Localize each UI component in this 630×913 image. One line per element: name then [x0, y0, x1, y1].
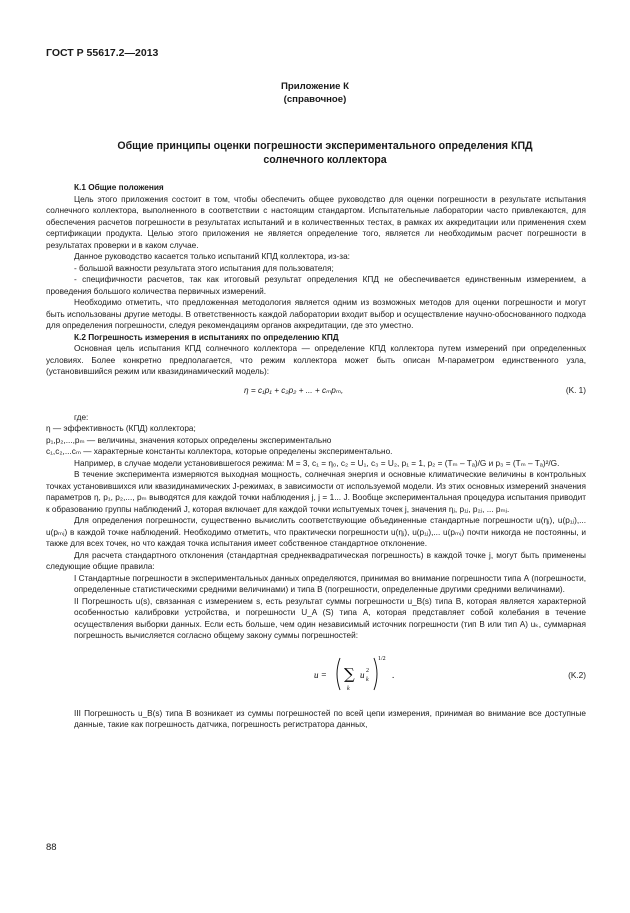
- equation-number: (K.2): [568, 670, 586, 680]
- where-label: где:: [74, 412, 89, 422]
- annex-label: Приложение К: [281, 81, 349, 92]
- bullet-item: - большой важности результата этого испытания для пользователя;: [74, 263, 334, 273]
- title-line-1: Общие принципы оценки погрешности экспериментального определения КПД: [117, 140, 533, 152]
- paragraph: Основная цель испытания КПД солнечного коллектора — определение КПД коллектора путем измерений при определенных условиях. Более конкретно предполагается, что режим коллектора может быть описан M-параметром единственного узла, (установившийся режим или квазидинамический модель):: [46, 344, 586, 376]
- equation-number: (K. 1): [565, 385, 586, 395]
- svg-text:.: .: [392, 669, 395, 680]
- section-heading-k1: К.1 Общие положения: [74, 183, 164, 192]
- sum-sign: ∑: [344, 664, 355, 683]
- equation-k1: [46, 380, 586, 402]
- formula-lhs: u =: [314, 669, 327, 680]
- annex-type: (справочное): [283, 94, 347, 105]
- power-exponent: 1/2: [378, 655, 386, 662]
- annex-title: [60, 139, 590, 167]
- term-subscript: k: [366, 676, 369, 683]
- document-body: [46, 182, 586, 731]
- sum-formula: [314, 650, 434, 700]
- sum-term: u: [360, 669, 365, 680]
- paragraph: Для определения погрешности, существенно вычислить соответствующие объединенные стандартные погрешности u(ηⱼ), u(p₁ⱼ),... u(pₘⱼ) в каждой точке наблюдений. Необходимо отметить, что практически погрешности u(ηⱼ), u(p₁ⱼ),... u(pₘⱼ) почти никогда не постоянны, и также для всех точек, но что каждая точка испытания имеет собственное стандартное отклонение.: [46, 516, 586, 548]
- annex-heading: [0, 80, 630, 106]
- standard-header: ГОСТ Р 55617.2—2013: [46, 47, 159, 59]
- paragraph: Необходимо отметить, что предложенная методология является одним из возможных методов для оценки погрешности и могут быть использованы другие методы. В ответственность каждой лаборатории входит выбор и осуществление научно-обоснованного подхода для определения погрешности, следуя рекомендациям органов аккредитации, где это уместно.: [46, 298, 586, 330]
- bullet-item: - специфичности расчетов, так как итоговый результат определения КПД не обеспечивается единственным измерением, а проведения большого количества первичных измерений.: [46, 275, 586, 296]
- equation-formula: η = c₁p₁ + c₂p₂ + ... + cₘpₘ,: [244, 385, 344, 395]
- paragraph: В течение эксперимента измеряются выходная мощность, солнечная энергия и основные климатические величины в контрольных точках установившихся или квазидинамических J-режимах, в зависимости от используемой модели. Из этих основных измерений значения параметров η, p₁, p₂,..., pₘ выводятся для каждой точки наблюдения j, j = 1... J. Вообще экспериментальная процедура испытания приводит к образованию группы наблюдений J, которая включает для каждой точки испытуемых точек j, значения ηⱼ, p₁ⱼ, p₂ⱼ, ... pₘⱼ.: [46, 470, 586, 514]
- term-superscript: 2: [366, 667, 369, 674]
- equation-k2: [46, 650, 586, 700]
- paragraph: Для расчета стандартного отклонения (стандартная среднеквадратическая погрешность) в каждой точке j, могут быть применены следующие общие правила:: [46, 550, 586, 571]
- title-line-2: солнечного коллектора: [263, 154, 387, 166]
- rule-item: II Погрешность u(s), связанная с измерением s, есть результат суммы погрешности u_B(s) типа В, которая является характерной особенностью калибровки устройства, и погрешности U_A (S) типа А, которая представляет собой колебания в течение осуществления выборки данных. Если есть больше, чем один независимый источник погрешности (тип В или тип А) uₖ, суммарная погрешность вычисляется согласно общему закону суммы погрешностей:: [74, 596, 586, 640]
- paragraph: Данное руководство касается только испытаний КПД коллектора, из-за:: [74, 252, 350, 261]
- definition-item: c₁,c₂,...cₘ — характерные константы коллектора, которые определены экспериментально.: [46, 447, 393, 456]
- rule-item: III Погрешность u_B(s) типа В возникает из суммы погрешностей по всей цепи измерения, принимая во внимание все доступные данные, такие как погрешность датчика, погрешность регистратора данных,: [74, 708, 586, 729]
- definition-item: η — эффективность (КПД) коллектора;: [46, 424, 196, 433]
- paragraph: Например, в случае модели установившегося режима: M = 3, c₁ = η₀, c₂ = U₁, c₃ = U₂, p₁ = 1, p₂ = (Tₘ – Tₐ)/G и p₃ = (Tₘ – Tₐ)²/G.: [74, 458, 560, 468]
- section-heading-k2: К.2 Погрешность измерения в испытаниях по определению КПД: [74, 332, 339, 342]
- sum-index: k: [347, 685, 350, 692]
- rule-item: I Стандартные погрешности в экспериментальных данных определяются, принимая во внимание погрешности типа А (погрешности, определенные статистическими средними величинами) и типа В (погрешности, определенные другими средними величинами).: [74, 573, 586, 594]
- page-number: 88: [46, 842, 57, 853]
- definition-item: p₁,p₂,...,pₘ — величины, значения которых определены экспериментально: [46, 435, 332, 445]
- paragraph: Цель этого приложения состоит в том, чтобы обеспечить общее руководство для оценки погрешности в результате испытания солнечного коллектора, выполненного в соответствии с настоящим стандартом. Испытательные лаборатории часто привлекаются, для обеспечения расчетов погрешности в результатах испытаний и в количественных тестах, в рамках их аккредитации или применения схем сертификации продукта. Целью этого приложения не является определение того, является ли необходимым расчет погрешности в результатах проверки и в каком случае.: [46, 194, 586, 250]
